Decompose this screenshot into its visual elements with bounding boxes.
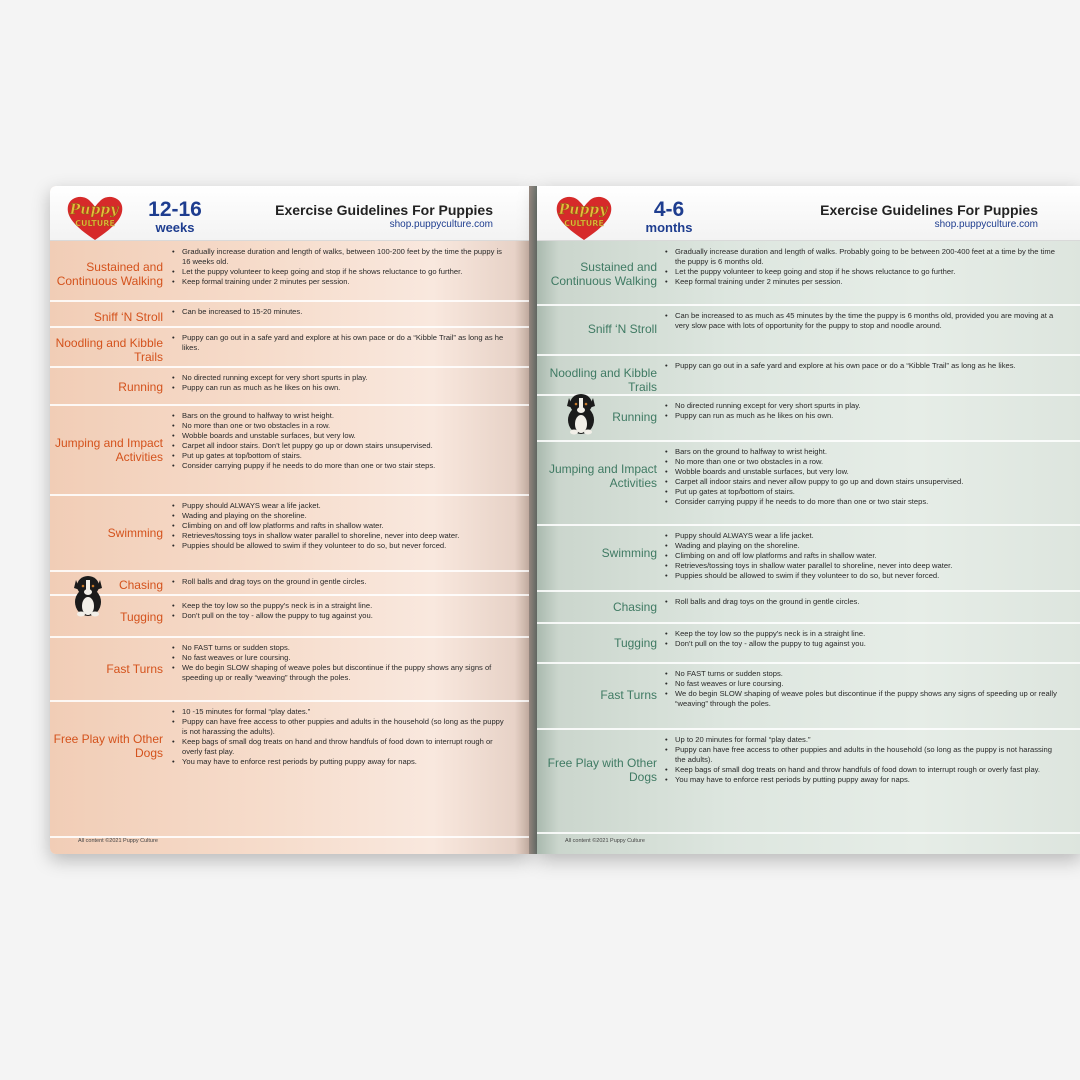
- guideline-bullet: • Gradually increase duration and length of walks. Probably going to be between 200-400 feet at a time by the time the puppy is 6 months old.: [665, 247, 1060, 267]
- guideline-bullet: • Retrieves/tossing toys in shallow water parallel to shoreline, never into deep water.: [665, 561, 1060, 571]
- right-page-header: [537, 186, 1080, 241]
- activity-label: Fast Turns: [600, 688, 657, 702]
- guideline-section: [50, 328, 529, 368]
- age-range-unit: months: [645, 220, 693, 235]
- guideline-bullet: • No directed running except for very short spurts in play.: [172, 373, 507, 383]
- activity-label: Sustained and Continuous Walking: [56, 260, 163, 288]
- guideline-bullet: • Puppy can run as much as he likes on his own.: [665, 411, 1060, 421]
- activity-label: Sniff ‘N Stroll: [93, 310, 163, 324]
- guideline-bullet: • Put up gates at top/bottom of stairs.: [665, 487, 1060, 497]
- guideline-bullet: • Don’t pull on the toy - allow the puppy to tug against you.: [665, 639, 1060, 649]
- guideline-bullets: [172, 247, 507, 287]
- guideline-bullet: • Wobble boards and unstable surfaces, but very low.: [172, 431, 507, 441]
- guideline-section: [50, 702, 529, 838]
- guideline-bullet: • Climbing on and off low platforms and rafts in shallow water.: [172, 521, 507, 531]
- guideline-bullet: • Puppy can have free access to other puppies and adults in the household (so long as the puppy is not harassing the adults).: [665, 745, 1060, 765]
- booklet-spread: [50, 186, 1080, 854]
- guideline-section: [537, 396, 1080, 442]
- guideline-bullet: • Wading and playing on the shoreline.: [172, 511, 507, 521]
- guideline-section: [537, 526, 1080, 592]
- guideline-bullets: [172, 643, 507, 683]
- activity-label: Noodling and Kibble Trails: [549, 366, 657, 394]
- guideline-bullet: • Can be increased to as much as 45 minutes by the time the puppy is 6 months old, provided you are moving at a very slow pace with lots of opportunity for the puppy to stop and noodle around.: [665, 311, 1060, 331]
- activity-label: Sniff ‘N Stroll: [587, 322, 657, 336]
- activity-label: Chasing: [612, 600, 657, 614]
- activity-label: Swimming: [601, 546, 657, 560]
- guideline-bullet: • Puppy can go out in a safe yard and explore at his own pace or do a “Kibble Trail” as long as he likes.: [665, 361, 1060, 371]
- guideline-section: [50, 302, 529, 328]
- copyright-footer: All content ©2021 Puppy Culture: [78, 838, 158, 844]
- guideline-bullet: • No fast weaves or lure coursing.: [172, 653, 507, 663]
- guideline-bullets: [665, 669, 1060, 709]
- activity-label: Noodling and Kibble Trails: [55, 336, 163, 364]
- guideline-bullet: • Let the puppy volunteer to keep going and stop if he shows reluctance to go further.: [665, 267, 1060, 277]
- page-title: Exercise Guidelines For Puppies: [820, 202, 1038, 218]
- guideline-bullet: • Let the puppy volunteer to keep going and stop if he shows reluctance to go further.: [172, 267, 507, 277]
- puppy-culture-heart-logo: [64, 194, 126, 242]
- guideline-bullet: • Climbing on and off low platforms and rafts in shallow water.: [665, 551, 1060, 561]
- guideline-bullet: • Puppy can run as much as he likes on his own.: [172, 383, 507, 393]
- guideline-bullet: • We do begin SLOW shaping of weave poles but discontinue if the puppy shows any signs of speeding up or really “weaving” through the poles.: [665, 689, 1060, 709]
- guideline-bullets: [665, 247, 1060, 287]
- guideline-section: [50, 596, 529, 638]
- guideline-bullets: [665, 311, 1060, 331]
- logo-text-culture: CULTURE: [564, 219, 604, 228]
- guideline-bullets: [665, 597, 1060, 607]
- guideline-bullet: • Puppies should be allowed to swim if they volunteer to do so, but never forced.: [665, 571, 1060, 581]
- guideline-bullet: • Can be increased to 15-20 minutes.: [172, 307, 507, 317]
- guideline-bullet: • You may have to enforce rest periods by putting puppy away for naps.: [665, 775, 1060, 785]
- guideline-bullet: • Don’t pull on the toy - allow the puppy to tug against you.: [172, 611, 507, 621]
- activity-label: Tugging: [614, 636, 657, 650]
- guideline-section: [537, 306, 1080, 356]
- logo-text-puppy: Puppy: [69, 202, 119, 218]
- guideline-bullet: • Consider carrying puppy if he needs to do more than one or two stair steps.: [172, 461, 507, 471]
- guideline-bullets: [665, 401, 1060, 421]
- activity-label: Jumping and Impact Activities: [54, 436, 163, 464]
- right-page: [537, 186, 1080, 854]
- guideline-bullet: • Wading and playing on the shoreline.: [665, 541, 1060, 551]
- guideline-bullets: [172, 411, 507, 471]
- guideline-bullets: [172, 373, 507, 393]
- guideline-bullet: • Up to 20 minutes for formal “play dates.”: [665, 735, 1060, 745]
- section-divider: [537, 832, 1080, 834]
- guideline-section: [50, 572, 529, 596]
- guideline-bullet: • Gradually increase duration and length of walks, between 100-200 feet by the time the puppy is 16 weeks old.: [172, 247, 507, 267]
- guideline-section: [537, 664, 1080, 730]
- guideline-bullet: • Roll balls and drag toys on the ground in gentle circles.: [665, 597, 1060, 607]
- activity-label: Swimming: [107, 526, 163, 540]
- guideline-bullet: • Keep the toy low so the puppy’s neck is in a straight line.: [172, 601, 507, 611]
- guideline-bullet: • No more than one or two obstacles in a row.: [172, 421, 507, 431]
- guideline-bullet: • Carpet all indoor stairs and never allow puppy to go up and down stairs unsupervised.: [665, 477, 1060, 487]
- guideline-section: [537, 624, 1080, 664]
- guideline-bullet: • Bars on the ground to halfway to wrist height.: [665, 447, 1060, 457]
- left-page: [50, 186, 529, 854]
- activity-label: Jumping and Impact Activities: [548, 462, 657, 490]
- activity-label: Sustained and Continuous Walking: [550, 260, 657, 288]
- guideline-bullets: [172, 307, 507, 317]
- guideline-bullet: • Puppy should ALWAYS wear a life jacket.: [665, 531, 1060, 541]
- age-range-unit: weeks: [155, 220, 195, 235]
- guideline-bullet: • Puppy should ALWAYS wear a life jacket.: [172, 501, 507, 511]
- guideline-bullet: • Keep formal training under 2 minutes per session.: [172, 277, 507, 287]
- guideline-bullet: • Bars on the ground to halfway to wrist height.: [172, 411, 507, 421]
- guideline-bullet: • No fast weaves or lure coursing.: [665, 679, 1060, 689]
- guideline-section: [537, 356, 1080, 396]
- puppy-culture-heart-logo: [553, 194, 615, 242]
- logo-text-puppy: Puppy: [558, 202, 608, 218]
- guideline-section: [537, 242, 1080, 306]
- activity-label: Fast Turns: [106, 662, 163, 676]
- guideline-bullet: • Put up gates at top/bottom of stairs.: [172, 451, 507, 461]
- guideline-section: [50, 242, 529, 302]
- guideline-bullet: • 10 -15 minutes for formal “play dates.”: [172, 707, 507, 717]
- guideline-section: [50, 496, 529, 572]
- shop-url: shop.puppyculture.com: [389, 219, 493, 230]
- activity-label: Running: [612, 410, 657, 424]
- guideline-bullet: • You may have to enforce rest periods by putting puppy away for naps.: [172, 757, 507, 767]
- guideline-bullet: • Keep formal training under 2 minutes per session.: [665, 277, 1060, 287]
- guideline-bullet: • Retrieves/tossing toys in shallow water parallel to shoreline, never into deep water.: [172, 531, 507, 541]
- activity-label: Free Play with Other Dogs: [53, 732, 163, 760]
- guideline-bullet: • Puppy can go out in a safe yard and explore at his own pace or do a “Kibble Trail” as long as he likes.: [172, 333, 507, 353]
- guideline-bullets: [665, 361, 1060, 371]
- activity-label: Free Play with Other Dogs: [547, 756, 657, 784]
- guideline-bullet: • Roll balls and drag toys on the ground in gentle circles.: [172, 577, 507, 587]
- guideline-bullets: [172, 577, 507, 587]
- guideline-bullets: [172, 601, 507, 621]
- guideline-bullet: • Consider carrying puppy if he needs to do more than one or two stair steps.: [665, 497, 1060, 507]
- logo-text-culture: CULTURE: [75, 219, 115, 228]
- puppy-illustration: [68, 572, 108, 618]
- activity-label: Running: [118, 380, 163, 394]
- puppy-illustration: [561, 390, 601, 436]
- guideline-bullets: [172, 707, 507, 767]
- binding-gutter: [529, 186, 537, 854]
- left-page-header: [50, 186, 529, 241]
- guideline-bullet: • No more than one or two obstacles in a row.: [665, 457, 1060, 467]
- guideline-section: [537, 442, 1080, 526]
- guideline-bullet: • No directed running except for very short spurts in play.: [665, 401, 1060, 411]
- guideline-bullets: [172, 333, 507, 353]
- guideline-bullet: • Wobble boards and unstable surfaces, but very low.: [665, 467, 1060, 477]
- shop-url: shop.puppyculture.com: [934, 219, 1038, 230]
- guideline-bullets: [665, 629, 1060, 649]
- activity-label: Tugging: [120, 610, 163, 624]
- guideline-section: [537, 730, 1080, 834]
- guideline-bullets: [665, 447, 1060, 507]
- guideline-bullet: • Keep the toy low so the puppy’s neck is in a straight line.: [665, 629, 1060, 639]
- copyright-footer: All content ©2021 Puppy Culture: [565, 838, 645, 844]
- guideline-bullets: [172, 501, 507, 551]
- guideline-bullets: [665, 735, 1060, 785]
- guideline-section: [50, 368, 529, 406]
- guideline-bullets: [665, 531, 1060, 581]
- activity-label: Chasing: [118, 578, 163, 592]
- guideline-bullet: • Keep bags of small dog treats on hand and throw handfuls of food down to interrupt rough or overly fast play.: [172, 737, 507, 757]
- guideline-section: [50, 638, 529, 702]
- guideline-bullet: • Carpet all indoor stairs. Don’t let puppy go up or down stairs unsupervised.: [172, 441, 507, 451]
- page-title: Exercise Guidelines For Puppies: [275, 202, 493, 218]
- guideline-section: [537, 592, 1080, 624]
- guideline-bullet: • No FAST turns or sudden stops.: [172, 643, 507, 653]
- guideline-bullet: • Keep bags of small dog treats on hand and throw handfuls of food down to interrupt rough or overly fast play.: [665, 765, 1060, 775]
- guideline-bullet: • Puppies should be allowed to swim if they volunteer to do so, but never forced.: [172, 541, 507, 551]
- age-range-number: 4-6: [653, 198, 685, 221]
- guideline-section: [50, 406, 529, 496]
- guideline-bullet: • We do begin SLOW shaping of weave poles but discontinue if the puppy shows any signs of speeding up or really “weaving” through the poles.: [172, 663, 507, 683]
- guideline-bullet: • No FAST turns or sudden stops.: [665, 669, 1060, 679]
- guideline-bullet: • Puppy can have free access to other puppies and adults in the household (so long as the puppy is not harassing the adults).: [172, 717, 507, 737]
- age-range-number: 12-16: [148, 198, 202, 221]
